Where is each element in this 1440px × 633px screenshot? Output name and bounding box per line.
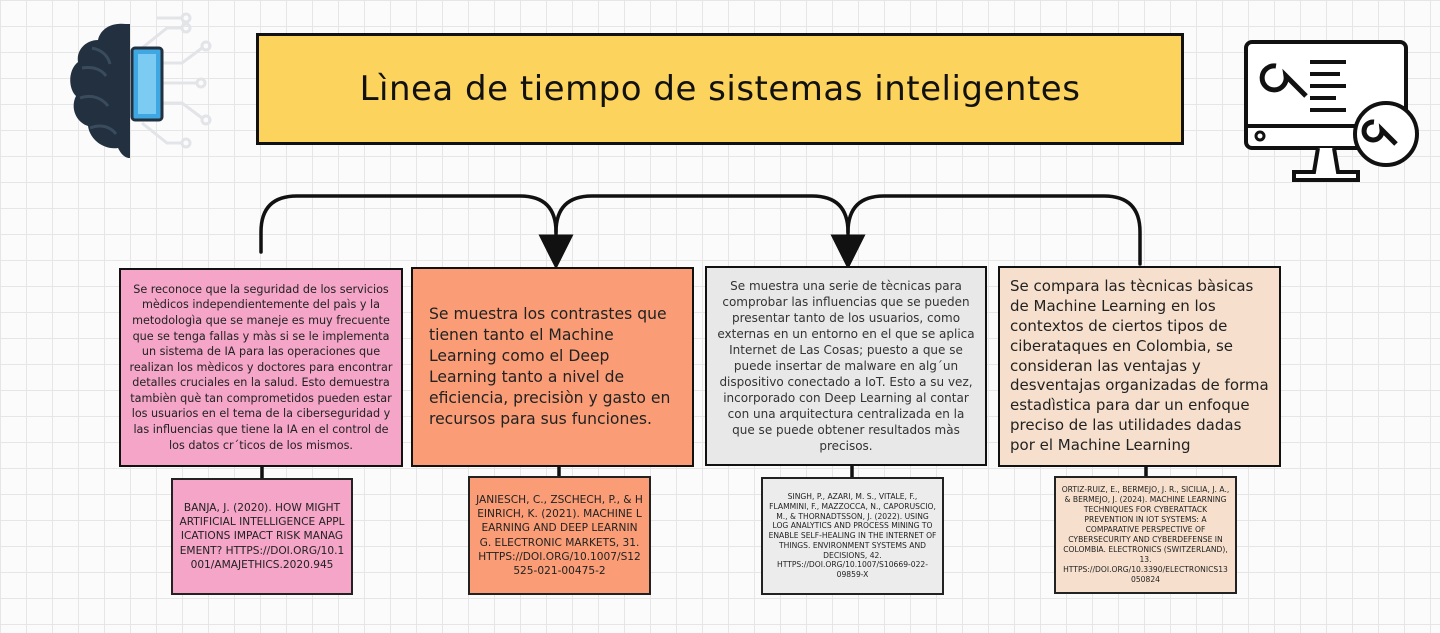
card-4-text: Se compara las tècnicas bàsicas de Machine Learning en los contextos de ciertos tipos de ciberataques en Colombia, se consideran las ventajas y desventajas organizadas de forma estadìstica para dar un enfoque preciso de las utilidades dadas por el Machine Learning	[1010, 277, 1269, 454]
reference-2	[468, 476, 651, 595]
card-1	[119, 268, 403, 467]
card-3	[705, 266, 987, 466]
reference-4-text: ORTIZ-RUIZ, E., BERMEJO, J. R., SICILIA, J. A., & BERMEJO, J. (2024). MACHINE LEARNING TECHNIQUES FOR CYBERATTACK PREVENTION IN IOT SYSTEMS: A COMPARATIVE PERSPECTIVE OF CYBERSECURITY AND CYBERDEFENSE IN COLOMBIA. ELECTRONICS (SWITZERLAND), 13. HTTPS://DOI.ORG/10.3390/ELECTRONICS13050824	[1061, 485, 1230, 584]
card-2	[411, 267, 694, 467]
connector-3	[848, 196, 1140, 264]
reference-2-text: JANIESCH, C., ZSCHECH, P., & HEINRICH, K. (2021). MACHINE LEARNING AND DEEP LEARNING. ELECTRONIC MARKETS, 31. HTTPS://DOI.ORG/10.1007/S12525-021-00475-2	[476, 493, 643, 577]
page-title: Lìnea de tiempo de sistemas inteligentes	[359, 69, 1081, 109]
card-3-text: Se muestra una serie de tècnicas para comprobar las influencias que se pueden presentar tanto de los usuarios, como externas en un entorno en el que se aplica Internet de Las Cosas; puesto a que se puede insertar de malware en alg´un dispositivo conectado a IoT. Esto a su vez, incorporado con Deep Learning al contar con una arquitectura centralizada en la que se puede obtener resultados màs precisos.	[717, 279, 975, 453]
card-4	[998, 266, 1281, 467]
connector-2	[556, 196, 848, 252]
reference-3	[761, 477, 944, 595]
reference-4	[1054, 476, 1237, 594]
connector-1	[261, 196, 556, 252]
card-2-text: Se muestra los contrastes que tienen tanto el Machine Learning como el Deep Learning tanto a nivel de eficiencia, precisiòn y gasto en recursos para sus funciones.	[429, 305, 671, 428]
reference-1-text: BANJA, J. (2020). HOW MIGHT ARTIFICIAL INTELLIGENCE APPLICATIONS IMPACT RISK MANAGEMENT? HTTPS://DOI.ORG/10.1001/AMAJETHICS.2020.945	[179, 501, 345, 571]
reference-3-text: SINGH, P., AZARI, M. S., VITALE, F., FLAMMINI, F., MAZZOCCA, N., CAPORUSCIO, M., & THORNADTSSON, J. (2022). USING LOG ANALYTICS AND PROCESS MINING TO ENABLE SELF-HEALING IN THE INTERNET OF THINGS. ENVIRONMENT SYSTEMS AND DECISIONS, 42. HTTPS://DOI.ORG/10.1007/S10669-022-09859-X	[768, 492, 937, 579]
reference-1	[171, 478, 353, 595]
card-1-text: Se reconoce que la seguridad de los servicios mèdicos independientemente del paìs y la metodologìa que se maneje es muy frecuente que se tenga fallas y màs si se le implementa un sistema de IA para las operaciones que realizan los mèdicos y doctores para encontrar detalles cruciales en la salud. Esto demuestra tambièn què tan comprometidos pueden estar los usuarios en el tema de la ciberseguridad y las influencias que tiene la IA en el control de los datos cr´ticos de los mismos.	[129, 282, 393, 452]
